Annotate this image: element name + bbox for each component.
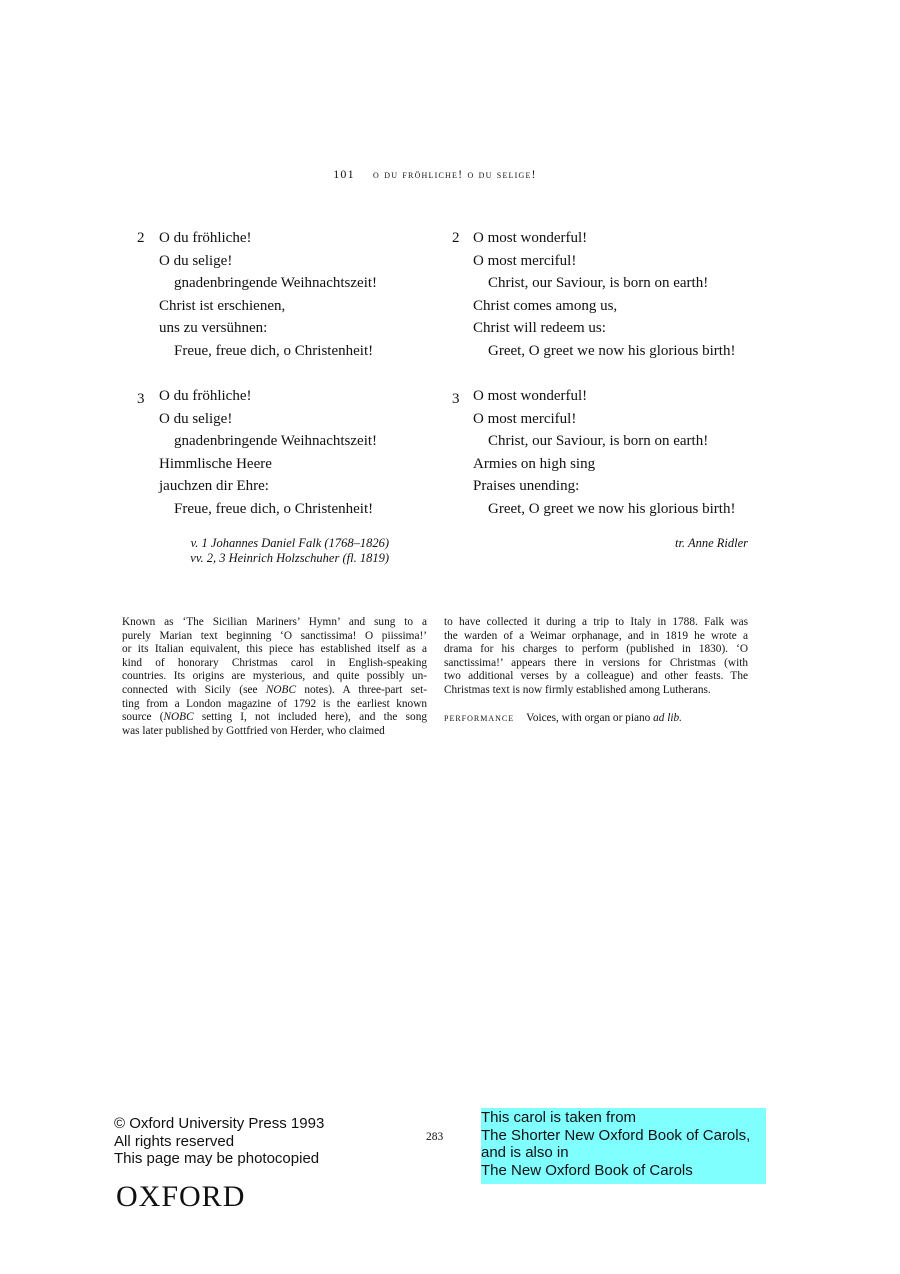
- notes-line: [122, 711, 427, 725]
- notes-text: connected with Sicily (see: [122, 683, 266, 696]
- performance-label: performance: [444, 712, 515, 724]
- notes-line: [122, 643, 427, 657]
- german-verse-number: 3: [137, 391, 145, 407]
- german-verse-line: uns zu versühnen:: [159, 320, 268, 336]
- source-note-line: This carol is taken from: [481, 1109, 637, 1126]
- notes-text: Known as ‘The Sicilian Mariners’ Hymn’ and sung to a: [122, 616, 427, 628]
- german-verse-line: Freue, freue dich, o Christenheit!: [174, 342, 374, 359]
- notes-line: [122, 616, 427, 630]
- notes-line: [122, 684, 427, 698]
- notes-line: [444, 684, 748, 698]
- copyright-notice: [114, 1115, 324, 1168]
- german-verse-line: gnadenbringende Weihnachtszeit!: [174, 433, 378, 449]
- notes-text: setting I, not included here), and the song: [193, 711, 427, 724]
- english-verse-line: O most wonderful!: [473, 230, 588, 246]
- german-verse-line: O du fröhliche!: [159, 388, 252, 404]
- notes-line: [122, 670, 427, 684]
- german-verse-line: Christ ist erschienen,: [159, 297, 286, 314]
- german-verse-line: O du selige!: [159, 252, 233, 269]
- oxford-logo: OXFORD: [116, 1180, 246, 1213]
- notes-text: purely Marian text beginning ‘O sanctissima! O piissima!’: [122, 629, 427, 642]
- notes-text: or its Italian equivalent, this piece has established itself as a: [122, 643, 427, 656]
- german-credit-2: vv. 2, 3 Heinrich Holzschuher (fl. 1819): [190, 551, 389, 565]
- english-verse-line: Christ, our Saviour, is born on earth!: [488, 433, 709, 449]
- source-note-line: and is also in: [481, 1144, 569, 1161]
- notes-line: [122, 725, 427, 739]
- rights-line: All rights reserved: [114, 1132, 235, 1150]
- notes-text: was later published by Gottfried von Herder, who claimed: [122, 724, 385, 737]
- english-verse-line: Christ will redeem us:: [473, 320, 606, 336]
- carol-title: o du fröhliche! o du selige!: [373, 167, 537, 181]
- photocopy-line: This page may be photocopied: [114, 1150, 320, 1167]
- performance-note: [444, 712, 682, 724]
- german-verse-line: jauchzen dir Ehre:: [159, 478, 269, 494]
- german-verse-line: gnadenbringende Weihnachtszeit!: [174, 275, 378, 291]
- performance-italic: ad lib.: [653, 712, 682, 724]
- notes-text: notes). A three-part set-: [296, 683, 427, 696]
- book-abbreviation: NOBC: [265, 683, 296, 696]
- notes-text: Christmas text is now firmly established among Lutherans.: [444, 683, 711, 696]
- german-verse-line: O du selige!: [159, 410, 233, 427]
- copyright-line: © Oxford University Press 1993: [114, 1115, 325, 1132]
- book-abbreviation: NOBC: [163, 711, 194, 724]
- english-verse-number: 2: [452, 230, 460, 246]
- german-credit-1: v. 1 Johannes Daniel Falk (1768–1826): [190, 536, 389, 550]
- notes-text: source (: [122, 711, 164, 724]
- german-verse-line: Himmlische Heere: [159, 455, 272, 472]
- notes-text: kind of honorary Christmas carol in English-speaking: [122, 656, 427, 669]
- english-verse-line: Greet, O greet we now his glorious birth!: [488, 500, 736, 517]
- notes-text: two additional verses by a colleague) and other feasts. The: [444, 670, 748, 683]
- notes-line: [444, 670, 748, 684]
- german-verse-line: O du fröhliche!: [159, 230, 252, 246]
- german-verse-number: 2: [137, 230, 145, 246]
- notes-text: drama for his charges to perform (published in 1830). ‘O: [444, 643, 748, 656]
- notes-line: [444, 643, 748, 657]
- notes-left-column: [122, 616, 427, 738]
- english-credit: tr. Anne Ridler: [674, 536, 748, 550]
- notes-right-column: [444, 616, 748, 698]
- notes-line: [444, 616, 748, 630]
- notes-text: countries. Its origins are mysterious, and quite possibly un-: [122, 670, 427, 683]
- german-credits: [190, 536, 389, 566]
- notes-line: [122, 698, 427, 712]
- notes-line: [444, 630, 748, 644]
- english-verse-number: 3: [452, 391, 460, 407]
- page-number: 283: [426, 1131, 444, 1143]
- english-verse-line: Praises unending:: [473, 478, 580, 494]
- page-header: [0, 167, 870, 182]
- english-verse-line: Greet, O greet we now his glorious birth!: [488, 342, 736, 359]
- english-verse-line: O most merciful!: [473, 410, 577, 427]
- notes-line: [122, 630, 427, 644]
- german-verse-line: Freue, freue dich, o Christenheit!: [174, 500, 374, 517]
- english-verse-line: O most wonderful!: [473, 388, 588, 404]
- english-verse-line: O most merciful!: [473, 252, 577, 269]
- notes-text: to have collected it during a trip to Italy in 1788. Falk was: [444, 616, 748, 628]
- notes-text: ting from a London magazine of 1792 is the earliest known: [122, 697, 427, 710]
- carol-number: 101: [333, 167, 355, 181]
- english-verse-line: Christ, our Saviour, is born on earth!: [488, 275, 709, 291]
- notes-text: the warden of a Weimar orphanage, and in 1819 he wrote a: [444, 629, 748, 642]
- notes-line: [122, 657, 427, 671]
- english-verse-line: Christ comes among us,: [473, 297, 618, 314]
- source-note: [481, 1108, 766, 1184]
- notes-line: [444, 657, 748, 671]
- source-note-line: The Shorter New Oxford Book of Carols,: [481, 1126, 751, 1144]
- notes-text: sanctissima!’ appears there in versions for Christmas (with: [444, 656, 748, 669]
- performance-text: Voices, with organ or piano: [526, 712, 654, 724]
- english-verse-line: Armies on high sing: [473, 455, 596, 472]
- source-note-line: The New Oxford Book of Carols: [481, 1161, 693, 1179]
